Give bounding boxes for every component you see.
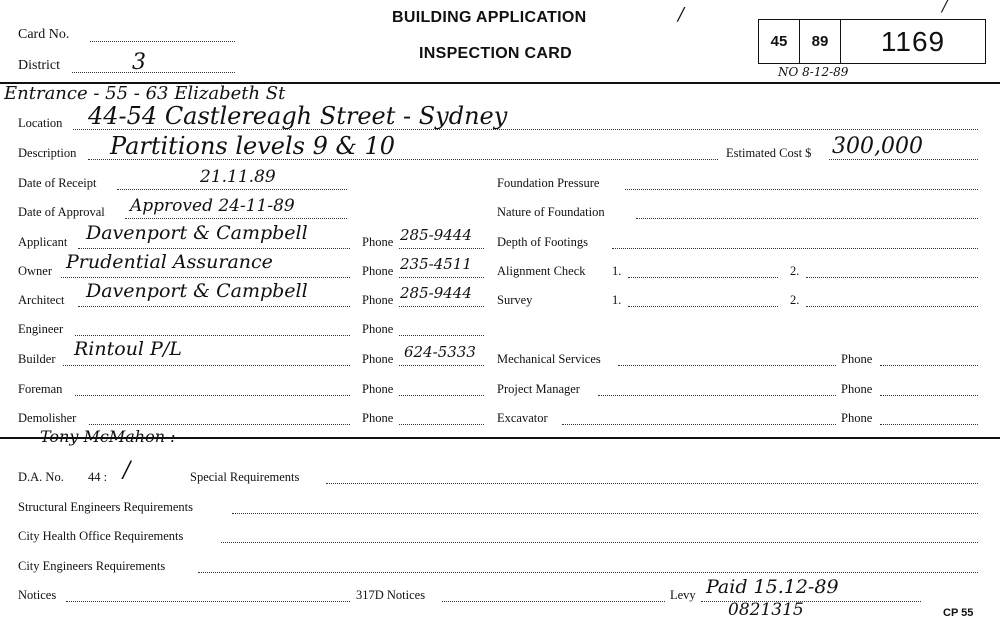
tick-mark: / <box>678 4 685 25</box>
builder-value: Rintoul P/L <box>74 338 182 360</box>
foreman-field[interactable] <box>75 395 350 396</box>
contact-note: Tony McMahon :- <box>40 427 181 446</box>
mechanical-services-label: Mechanical Services <box>497 352 601 366</box>
applicant-phone-field[interactable] <box>399 248 484 249</box>
nature-of-foundation-field[interactable] <box>636 218 978 219</box>
engineer-phone-label: Phone <box>362 322 394 336</box>
city-health-office-label: City Health Office Requirements <box>18 529 184 543</box>
builder-phone-value: 624-5333 <box>404 343 476 361</box>
project-manager-phone-field[interactable] <box>880 395 978 396</box>
receipt-number: 0821315 <box>728 600 804 620</box>
foundation-pressure-label: Foundation Pressure <box>497 176 600 190</box>
excavator-label: Excavator <box>497 411 548 425</box>
owner-phone-value: 235-4511 <box>400 255 472 273</box>
estimated-cost-field[interactable] <box>829 159 978 160</box>
project-manager-label: Project Manager <box>497 382 580 396</box>
district-field[interactable] <box>72 72 235 73</box>
date-of-receipt-label: Date of Receipt <box>18 176 97 190</box>
applicant-label: Applicant <box>18 235 68 249</box>
levy-label: Levy <box>670 588 696 602</box>
structural-engineers-field[interactable] <box>232 513 978 514</box>
owner-field[interactable] <box>61 277 350 278</box>
description-label: Description <box>18 146 77 160</box>
alignment-check-label: Alignment Check <box>497 264 586 278</box>
entrance-note: Entrance - 55 - 63 Elizabeth St <box>4 83 286 104</box>
location-label: Location <box>18 116 63 130</box>
owner-phone-label: Phone <box>362 264 394 278</box>
date-of-receipt-value: 21.11.89 <box>200 167 276 187</box>
box-b: 89 <box>800 20 841 63</box>
project-manager-phone-label: Phone <box>841 382 873 396</box>
architect-phone-value: 285-9444 <box>400 284 472 302</box>
owner-label: Owner <box>18 264 53 278</box>
card-no-field[interactable] <box>90 41 235 42</box>
tick-mark-2: / <box>942 0 948 15</box>
card-title-line1: BUILDING APPLICATION <box>392 9 587 26</box>
date-of-approval-value: Approved 24-11-89 <box>130 196 295 216</box>
depth-of-footings-field[interactable] <box>612 248 978 249</box>
levy-value: Paid 15.12-89 <box>706 576 839 598</box>
da-no-value: 44 : <box>88 470 108 484</box>
date-of-approval-field[interactable] <box>125 218 347 219</box>
no-note: NO 8-12-89 <box>778 65 849 79</box>
alignment-check-num-2: 2. <box>790 264 800 278</box>
card-no-label: Card No. <box>18 27 70 42</box>
box-a: 45 <box>759 20 800 63</box>
district-value: 3 <box>132 50 146 75</box>
demolisher-phone-field[interactable] <box>399 424 484 425</box>
applicant-phone-value: 285-9444 <box>400 226 472 244</box>
survey-label: Survey <box>497 293 533 307</box>
description-value: Partitions levels 9 & 10 <box>110 132 396 160</box>
applicant-phone-label: Phone <box>362 235 394 249</box>
city-engineers-field[interactable] <box>198 572 978 573</box>
survey-field-2[interactable] <box>806 306 978 307</box>
demolisher-phone-label: Phone <box>362 411 394 425</box>
notices-field[interactable] <box>66 601 350 602</box>
notices-317d-label: 317D Notices <box>356 588 426 602</box>
alignment-check-field-2[interactable] <box>806 277 978 278</box>
project-manager-field[interactable] <box>598 395 836 396</box>
location-value: 44-54 Castlereagh Street - Sydney <box>88 102 508 130</box>
structural-engineers-label: Structural Engineers Requirements <box>18 500 193 514</box>
card-number-box <box>758 19 986 64</box>
excavator-field[interactable] <box>562 424 836 425</box>
mechanical-phone-field[interactable] <box>880 365 978 366</box>
demolisher-field[interactable] <box>89 424 350 425</box>
architect-label: Architect <box>18 293 65 307</box>
architect-phone-label: Phone <box>362 293 394 307</box>
applicant-field[interactable] <box>78 248 350 249</box>
foundation-pressure-field[interactable] <box>625 189 978 190</box>
mechanical-phone-label: Phone <box>841 352 873 366</box>
form-code: CP 55 <box>943 607 974 619</box>
city-health-office-field[interactable] <box>221 542 978 543</box>
nature-of-foundation-label: Nature of Foundation <box>497 205 605 219</box>
card-title-line2: INSPECTION CARD <box>419 45 572 62</box>
survey-field-1[interactable] <box>628 306 778 307</box>
estimated-cost-label: Estimated Cost $ <box>726 146 812 160</box>
da-no-label: D.A. No. <box>18 470 64 484</box>
foreman-phone-label: Phone <box>362 382 394 396</box>
builder-phone-field[interactable] <box>399 365 484 366</box>
owner-value: Prudential Assurance <box>66 251 273 273</box>
builder-phone-label: Phone <box>362 352 394 366</box>
date-of-approval-label: Date of Approval <box>18 205 105 219</box>
special-requirements-label: Special Requirements <box>190 470 300 484</box>
survey-num-1: 1. <box>612 293 622 307</box>
city-engineers-label: City Engineers Requirements <box>18 559 166 573</box>
date-of-receipt-field[interactable] <box>117 189 347 190</box>
owner-phone-field[interactable] <box>399 277 484 278</box>
foreman-label: Foreman <box>18 382 63 396</box>
alignment-check-num-1: 1. <box>612 264 622 278</box>
engineer-phone-field[interactable] <box>399 335 484 336</box>
applicant-value: Davenport & Campbell <box>86 222 308 244</box>
architect-phone-field[interactable] <box>399 306 484 307</box>
demolisher-label: Demolisher <box>18 411 77 425</box>
notices-317d-field[interactable] <box>442 601 665 602</box>
builder-field[interactable] <box>63 365 350 366</box>
architect-value: Davenport & Campbell <box>86 280 308 302</box>
builder-label: Builder <box>18 352 56 366</box>
district-label: District <box>18 58 60 73</box>
engineer-label: Engineer <box>18 322 64 336</box>
engineer-field[interactable] <box>75 335 350 336</box>
alignment-check-field-1[interactable] <box>628 277 778 278</box>
special-requirements-field[interactable] <box>326 483 978 484</box>
foreman-phone-field[interactable] <box>399 395 484 396</box>
notices-label: Notices <box>18 588 57 602</box>
da-mark: / <box>123 458 131 483</box>
depth-of-footings-label: Depth of Footings <box>497 235 588 249</box>
excavator-phone-field[interactable] <box>880 424 978 425</box>
box-number: 1169 <box>880 25 946 57</box>
excavator-phone-label: Phone <box>841 411 873 425</box>
mechanical-services-field[interactable] <box>618 365 836 366</box>
survey-num-2: 2. <box>790 293 800 307</box>
architect-field[interactable] <box>78 306 350 307</box>
estimated-cost-value: 300,000 <box>832 134 923 159</box>
